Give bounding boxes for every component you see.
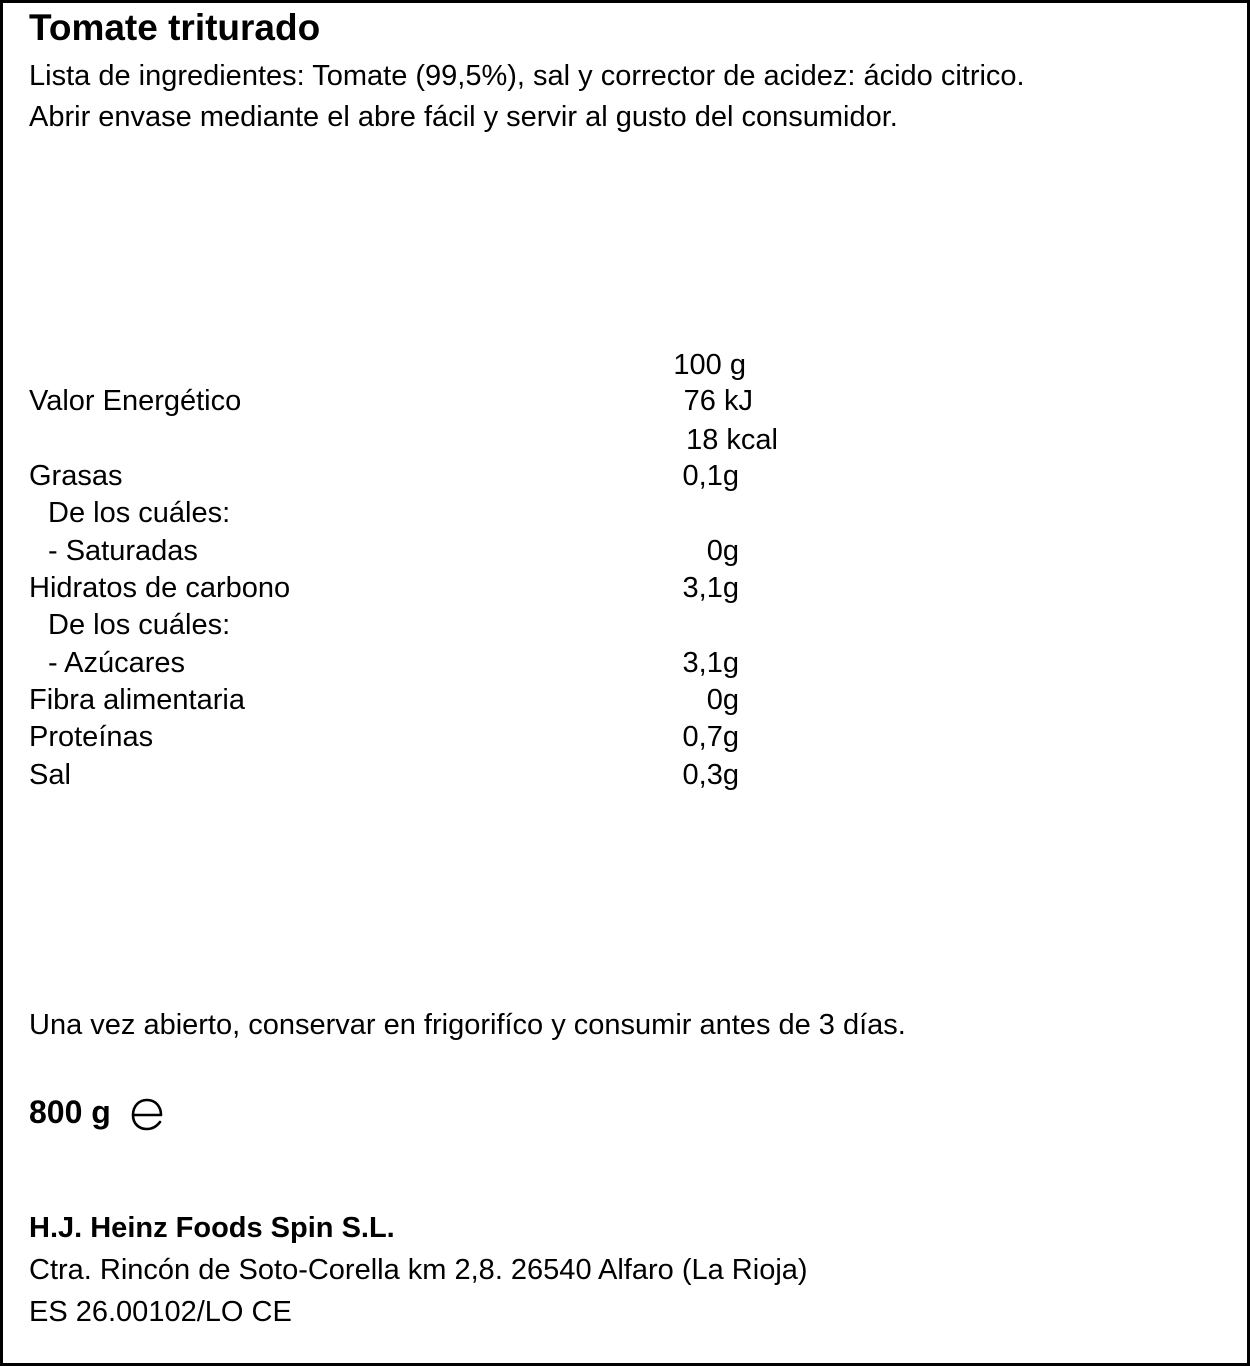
nutrition-row-label: Proteínas [29,721,154,753]
ingredients-text: Lista de ingredientes: Tomate (99,5%), sal y corrector de acidez: ácido citrico. [29,60,1025,92]
nutrition-row-label: Fibra alimentaria [29,684,245,716]
energy-kcal: 18 kcal [686,424,778,456]
nutrition-row-value: 3,1g [682,572,739,604]
nutrition-row-label: De los cuáles: [48,609,231,641]
energy-kj: 76 kJ [683,385,753,417]
company-name: H.J. Heinz Foods Spin S.L. [29,1212,395,1244]
net-weight: 800 g [29,1094,111,1130]
company-address: Ctra. Rincón de Soto-Corella km 2,8. 26540 Alfaro (La Rioja) [29,1254,808,1286]
nutrition-row-value: 0,1g [682,460,739,492]
nutrition-row-value: 0,3g [682,759,739,791]
nutrition-row-label: Sal [29,759,71,791]
nutrition-header: 100 g [673,349,746,381]
nutrition-row-label: - Saturadas [48,535,198,567]
nutrition-row-label: Hidratos de carbono [29,572,291,604]
nutrition-row-label: De los cuáles: [48,497,231,529]
nutrition-row-value: 0g [706,535,739,567]
instructions-text: Abrir envase mediante el abre fácil y servir al gusto del consumidor. [29,101,898,133]
product-title: Tomate triturado [29,7,321,48]
nutrition-row-value: 0,7g [682,721,739,753]
nutrition-row-value: 0g [706,684,739,716]
storage-text: Una vez abierto, conservar en frigorifíco y consumir antes de 3 días. [29,1009,906,1041]
nutrition-row-label: Grasas [29,460,123,492]
nutrition-row-value: 3,1g [682,647,739,679]
estimated-sign-icon [131,1097,163,1131]
energy-label: Valor Energético [29,385,242,417]
nutrition-row-label: - Azúcares [48,647,185,679]
registry-number: ES 26.00102/LO CE [29,1296,292,1328]
